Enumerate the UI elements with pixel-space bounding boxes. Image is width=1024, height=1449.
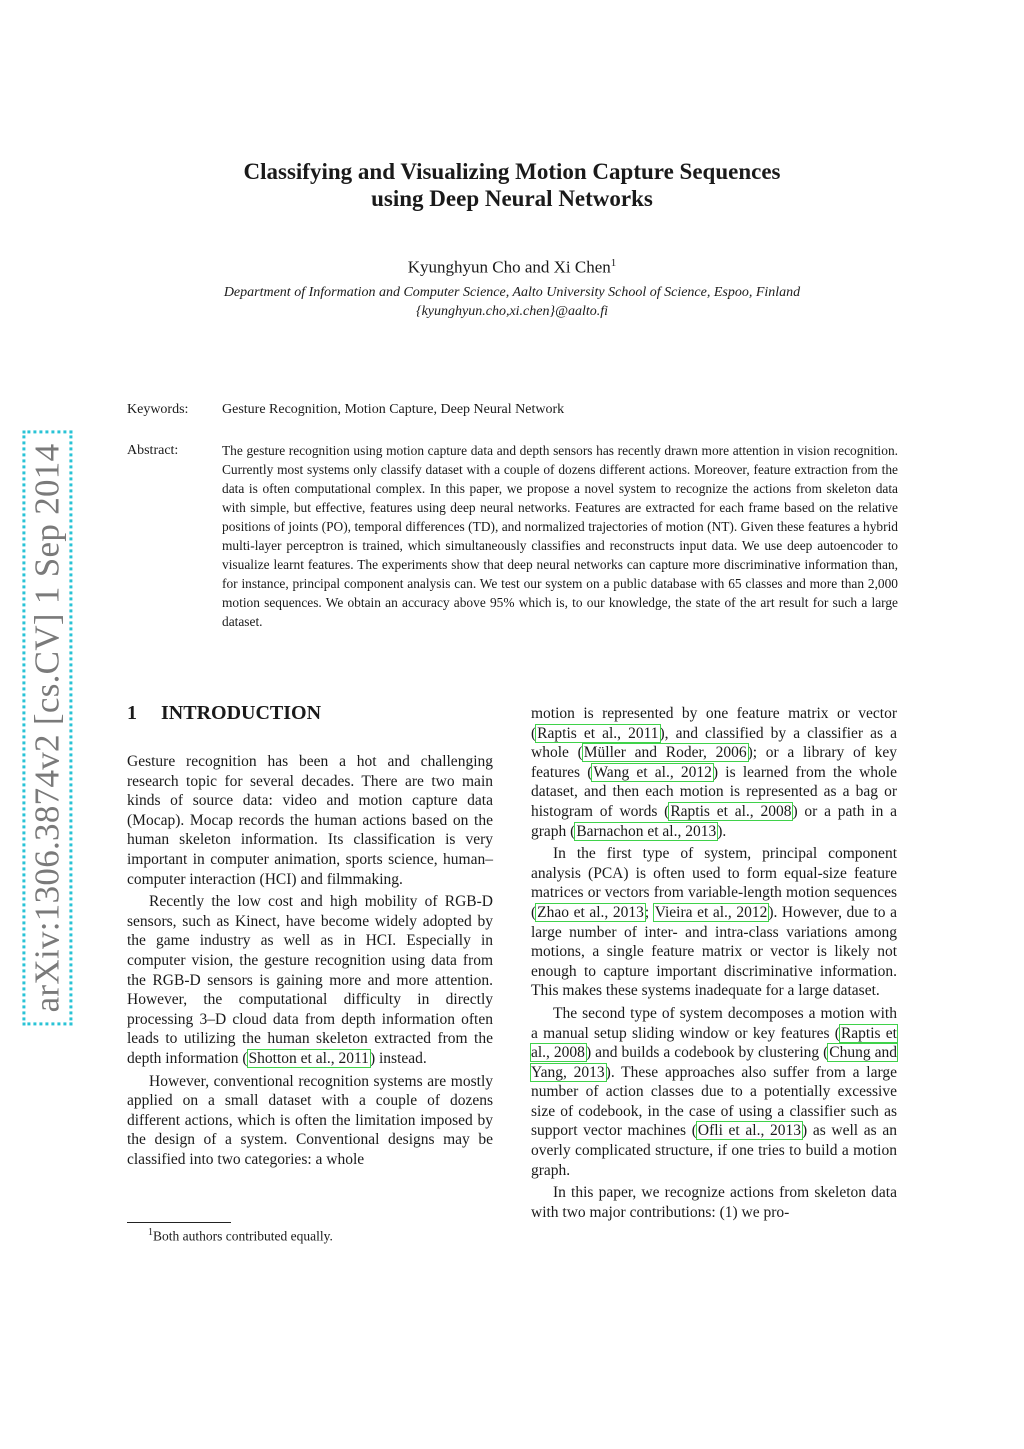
citation-link[interactable]: Wang et al., 2012 [593, 763, 712, 781]
footnote [127, 1227, 333, 1245]
section-title: INTRODUCTION [161, 702, 322, 724]
paragraph-text: ). [717, 822, 727, 840]
authors [120, 257, 904, 278]
citation-link[interactable]: Zhao et al., 2013 [537, 903, 644, 921]
abstract-text: The gesture recognition using motion capture data and depth sensors has recently drawn more attention in vision recognition. Currently most systems only classify dataset with a couple of dozens different actions. Moreover, feature extraction from the data is often computational complex. In this paper, we propose a novel system to recognize the actions from skeleton data with simple, but effective, features using deep neural networks. Features are extracted for each frame based on the relative positions of joints (PO), temporal differences (TD), and normalized trajectories of motion (NT). Given these features a hybrid multi-layer perceptron is trained, which simultaneously classifies and reconstructs input data. We use deep autoencoder to visualize learnt features. The experiments show that deep neural networks can capture more discriminative information than, for instance, principal component analysis can. We test our system on a public database with 65 classes and more than 2,000 motion sequences. We obtain an accuracy above 95% which is, to our knowledge, the state of the art result for such a large dataset. [222, 443, 898, 629]
arxiv-stamp [14, 428, 80, 1028]
paragraph-text: ). However, due to a large number of inter- and intra-class variations among motions, a single feature matrix or vector is likely not enough to capture important discriminative information. This makes these systems inadequate for a large dataset. [531, 903, 897, 1000]
section-number: 1 [127, 702, 137, 724]
intro-paragraph-6 [531, 1004, 897, 1180]
paragraph-text: In the first type of system, principal component analysis (PCA) is often used to form equal-size feature matrices or vectors from variable-length motion sequences ( [531, 845, 897, 921]
citation-link[interactable]: Müller and Roder, 2006 [583, 744, 747, 762]
paragraph-text: motion is represented by one feature matrix or vector ( [531, 705, 897, 742]
section-heading [127, 700, 493, 726]
author-emails: {kyunghyun.cho,xi.chen}@aalto.fi [415, 304, 609, 319]
right-column [531, 704, 897, 1222]
paragraph-text: ; [644, 903, 654, 921]
title-line-2: using Deep Neural Networks [371, 186, 653, 211]
keywords-label: Keywords: [127, 402, 189, 417]
footnote-divider [127, 1222, 231, 1223]
paragraph-text: ) instead. [369, 1049, 427, 1067]
paper-title [120, 158, 904, 212]
citation-link[interactable]: Barnachon et al., 2013 [576, 822, 717, 840]
affiliation: Department of Information and Computer Science, Aalto University School of Science, Espoo, Finland [223, 285, 801, 300]
left-column [127, 700, 493, 1169]
paragraph-text: ) or a path in a graph ( [531, 802, 898, 840]
paragraph-text: Recently the low cost and high mobility of RGB-D sensors, such as Kinect, have become widely adopted by the game industry as well as in HCI. Especially in computer vision, the gesture recognition using data from the RGB-D sensors is gaining more and more attention. However, the computational difficulty in directly processing 3–D cloud data from depth information often leads to utilizing the human skeleton extracted from the depth information ( [127, 893, 493, 1067]
paragraph-text: ). These approaches also suffer from a large number of action classes due to a potentially excessive size of codebook, in the case of using a classifier such as support vector machines ( [531, 1063, 897, 1140]
intro-paragraph-5 [531, 844, 897, 1001]
citation-link[interactable]: Ofli et al., 2013 [697, 1122, 802, 1140]
paragraph-text: ); or a library of key features ( [531, 744, 897, 781]
citation-link[interactable]: Raptis et al., 2008 [531, 1024, 897, 1062]
author-names: Kyunghyun Cho and Xi Chen [407, 257, 611, 277]
intro-paragraph-1: Gesture recognition has been a hot and challenging research topic for several decades. There are two main kinds of source data: video and motion capture data (Mocap). Mocap records the human actions based on the human skeleton information. Its classification is very important in computer animation, sports science, human–computer interaction (HCI) and filmmaking. [127, 753, 493, 888]
intro-paragraph-2 [127, 892, 493, 1068]
paragraph-text: ) and builds a codebook by clustering ( [585, 1044, 829, 1062]
citation-link[interactable]: Chung and Yang, 2013 [531, 1044, 898, 1081]
intro-paragraph-7: In this paper, we recognize actions from skeleton data with two major contributions: (1) we pro- [531, 1184, 897, 1221]
paragraph-text: ) is learned from the whole dataset, and then each motion is represented as a bag or histogram of words ( [531, 763, 897, 820]
intro-paragraph-3: However, conventional recognition systems are mostly applied on a small dataset with a couple of dozens different actions, which is often the limitation imposed by the design of a system. Conventional designs may be classified into two categories: a whole [127, 1072, 493, 1168]
citation-link[interactable]: Vieira et al., 2012 [654, 903, 768, 921]
intro-paragraph-4 [531, 704, 897, 841]
paragraph-text: ), and classified by a classifier as a whole ( [531, 724, 897, 762]
citation-link[interactable]: Shotton et al., 2011 [248, 1049, 369, 1067]
affiliation-block [120, 283, 904, 321]
footnote-text: Both authors contributed equally. [153, 1228, 333, 1244]
keywords-text: Gesture Recognition, Motion Capture, Deep Neural Network [222, 402, 565, 417]
author-footnote-mark: 1 [610, 257, 617, 269]
abstract-label: Abstract: [127, 443, 179, 458]
title-line-1: Classifying and Visualizing Motion Capture Sequences [243, 159, 781, 184]
footnote-mark: 1 [148, 1227, 153, 1238]
paragraph-text: The second type of system decomposes a motion with a manual setup sliding window or key features ( [531, 1004, 897, 1042]
arxiv-id[interactable]: arXiv:1306.3874v2 [cs.CV] 1 Sep 2014 [27, 436, 67, 1021]
paragraph-text: ) as well as an overly complicated structure, if one tries to build a motion graph. [531, 1122, 897, 1179]
citation-link[interactable]: Raptis et al., 2008 [670, 802, 792, 820]
citation-link[interactable]: Raptis et al., 2011 [537, 724, 659, 742]
